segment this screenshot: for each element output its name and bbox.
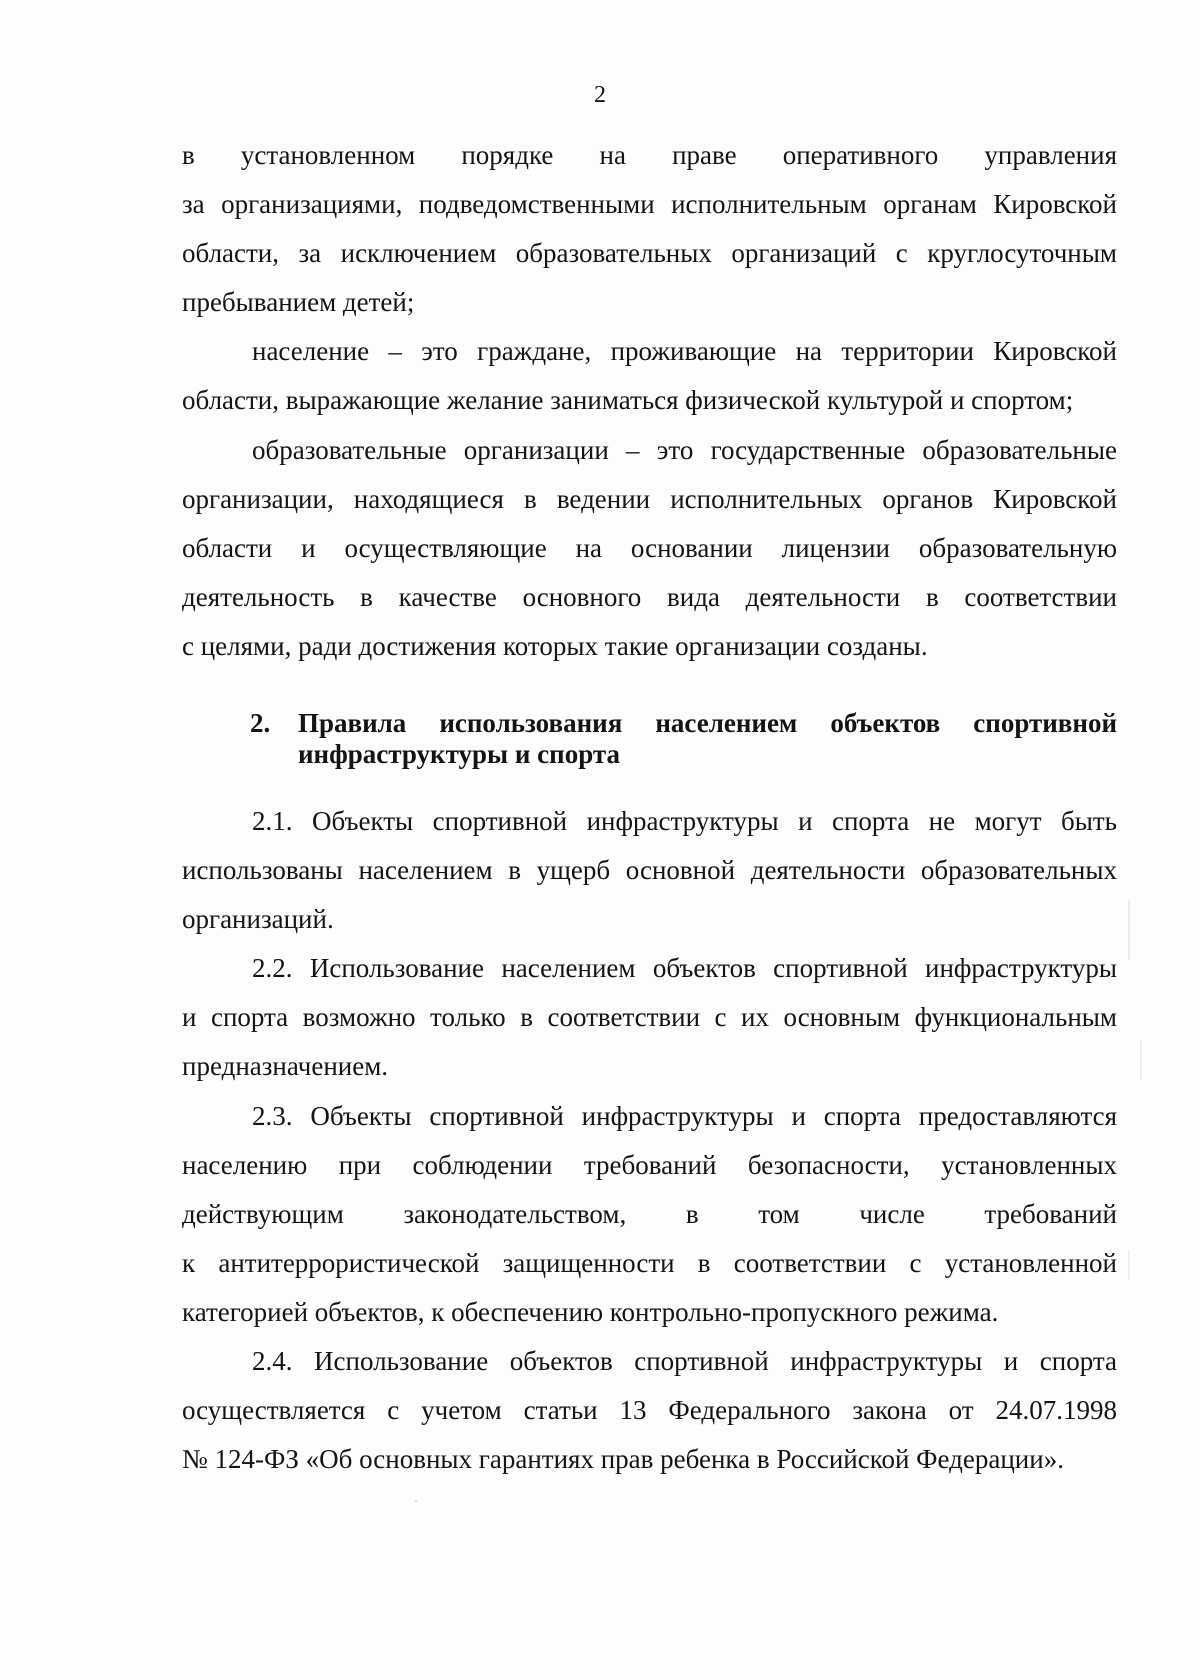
paragraph-line: население – это граждане, проживающие на территории Кировской	[252, 336, 1117, 366]
clause-2-1	[182, 797, 1117, 944]
paragraph-line: населению при соблюдении требований безопасности, установленных	[182, 1150, 1117, 1180]
scan-artifact	[1128, 900, 1130, 960]
clause-2-4	[182, 1337, 1117, 1484]
paragraph-line: 2.2. Использование населением объектов спортивной инфраструктуры	[252, 953, 1117, 983]
paragraph-line: организации, находящиеся в ведении исполнительных органов Кировской	[182, 484, 1117, 514]
paragraph-line: 2.1. Объекты спортивной инфраструктуры и спорта не могут быть	[252, 806, 1117, 836]
definition-population	[182, 327, 1117, 425]
paragraph-line: пребыванием детей;	[182, 287, 415, 317]
paragraph-line: к антитеррористической защищенности в соответствии с установленной	[182, 1248, 1117, 1278]
paragraph-line: и спорта возможно только в соответствии с их основным функциональным	[182, 1002, 1117, 1032]
paragraph-line: области, за исключением образовательных организаций с круглосуточным	[182, 238, 1117, 268]
paragraph-line: категорией объектов, к обеспечению контрольно-пропускного режима.	[182, 1297, 999, 1327]
paragraph-line: с целями, ради достижения которых такие организации созданы.	[182, 631, 928, 661]
paragraph-line: за организациями, подведомственными исполнительным органам Кировской	[182, 189, 1117, 219]
section-title-line: инфраструктуры и спорта	[298, 739, 620, 769]
clause-2-3	[182, 1092, 1117, 1337]
paragraph-line: действующим законодательством, в том числе требований	[182, 1199, 1117, 1229]
paragraph-line: предназначением.	[182, 1051, 389, 1081]
clause-2-2	[182, 944, 1117, 1091]
paragraph-line: осуществляется с учетом статьи 13 Федерального закона от 24.07.1998	[182, 1395, 1117, 1425]
paragraph-line: 2.4. Использование объектов спортивной инфраструктуры и спорта	[252, 1346, 1117, 1376]
paragraph-line: области и осуществляющие на основании лицензии образовательную	[182, 533, 1117, 563]
paragraph-line: 2.3. Объекты спортивной инфраструктуры и спорта предоставляются	[252, 1101, 1117, 1131]
scan-artifact	[1140, 1040, 1142, 1080]
paragraph-line: использованы населением в ущерб основной деятельности образовательных	[182, 855, 1117, 885]
section-number: 2.	[250, 708, 271, 738]
paragraph-line: деятельность в качестве основного вида деятельности в соответствии	[182, 582, 1117, 612]
section-title-line: Правила использования населением объектов спортивной	[298, 708, 1117, 738]
paragraph-line: области, выражающие желание заниматься физической культурой и спортом;	[182, 385, 1074, 415]
scan-artifact	[1128, 1250, 1130, 1280]
definition-educational-organizations	[182, 426, 1117, 671]
page-number: 2	[594, 82, 606, 108]
paragraph-line: в установленном порядке на праве оперативного управления	[182, 140, 1117, 170]
paragraph-line: образовательные организации – это государственные образовательные	[252, 435, 1117, 465]
section-heading	[250, 708, 1117, 770]
paragraph-line: № 124-ФЗ «Об основных гарантиях прав ребенка в Российской Федерации».	[182, 1444, 1064, 1474]
scan-artifact	[415, 1500, 417, 1502]
paragraph-line: организаций.	[182, 904, 334, 934]
intro-paragraph	[182, 131, 1117, 327]
